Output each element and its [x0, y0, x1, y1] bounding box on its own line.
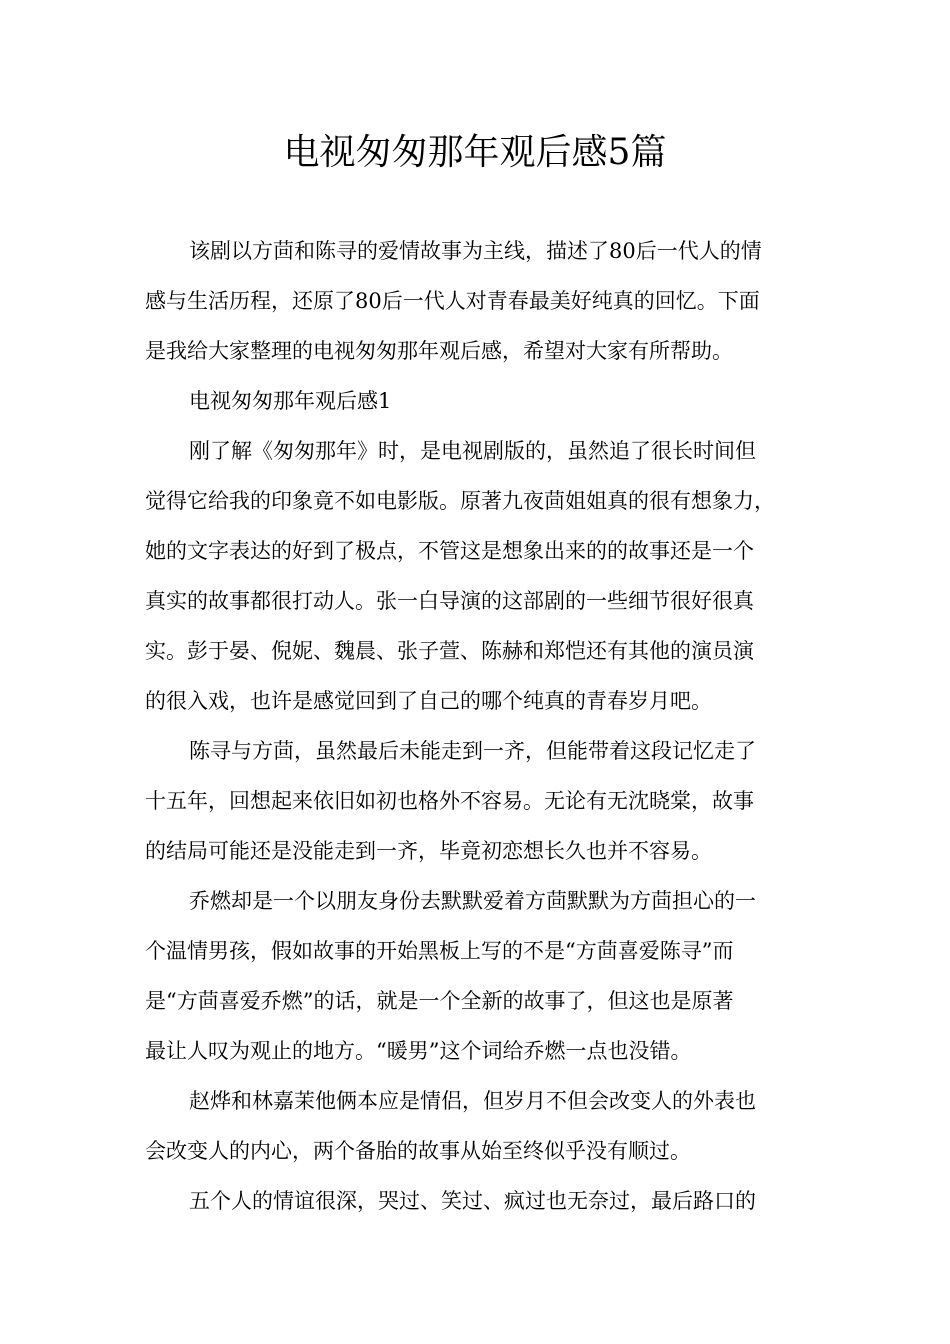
text-line: 电视匆匆那年观后感1 [189, 389, 392, 413]
text-line: 的结局可能还是没能走到一齐，毕竟初恋想长久也并不容易。 [145, 839, 712, 863]
text-line: 是“方茴喜爱乔燃”的话，就是一个全新的故事了，但这也是原著 [145, 989, 734, 1013]
paragraph [145, 1076, 815, 1176]
text-line: 最让人叹为观止的地方。“暖男”这个词给乔燃一点也没错。 [145, 1039, 692, 1063]
text-line: 赵烨和林嘉茉他俩本应是情侣，但岁月不但会改变人的外表也 [189, 1089, 756, 1113]
text-line: 乔燃却是一个以朋友身份去默默爱着方茴默默为方茴担心的一 [189, 889, 756, 913]
section-heading [145, 376, 815, 426]
text-line: 真实的故事都很打动人。张一白导演的这部剧的一些细节很好很真 [145, 589, 754, 613]
document-body [145, 226, 815, 1226]
document-title: 电视匆匆那年观后感5篇 [283, 132, 667, 173]
text-line: 陈寻与方茴，虽然最后未能走到一齐，但能带着这段记忆走了 [189, 739, 756, 763]
text-line: 五个人的情谊很深，哭过、笑过、疯过也无奈过，最后路口的 [189, 1189, 756, 1213]
text-line: 她的文字表达的好到了极点，不管这是想象出来的的故事还是一个 [145, 539, 754, 563]
text-line: 的很入戏，也许是感觉回到了自己的哪个纯真的青春岁月吧。 [145, 689, 712, 713]
text-line: 刚了解《匆匆那年》时，是电视剧版的，虽然追了很长时间但 [189, 439, 756, 463]
text-line: 个温情男孩，假如故事的开始黑板上写的不是“方茴喜爱陈寻”而 [145, 939, 734, 963]
paragraph [145, 876, 815, 1076]
text-line: 是我给大家整理的电视匆匆那年观后感，希望对大家有所帮助。 [145, 339, 733, 363]
paragraph [145, 726, 815, 876]
text-line: 该剧以方茴和陈寻的爱情故事为主线，描述了80后一代人的情 [189, 239, 762, 263]
text-line: 感与生活历程，还原了80后一代人对青春最美好纯真的回忆。下面 [145, 289, 760, 313]
text-line: 十五年，回想起来依旧如初也格外不容易。无论有无沈晓棠，故事 [145, 789, 754, 813]
text-line: 会改变人的内心，两个备胎的故事从始至终似乎没有顺过。 [145, 1139, 691, 1163]
text-line: 实。彭于晏、倪妮、魏晨、张子萱、陈赫和郑恺还有其他的演员演 [145, 639, 754, 663]
paragraph [145, 426, 815, 726]
paragraph [145, 1176, 815, 1226]
text-line: 觉得它给我的印象竟不如电影版。原著九夜茴姐姐真的很有想象力， [145, 489, 775, 513]
paragraph-intro [145, 226, 815, 376]
